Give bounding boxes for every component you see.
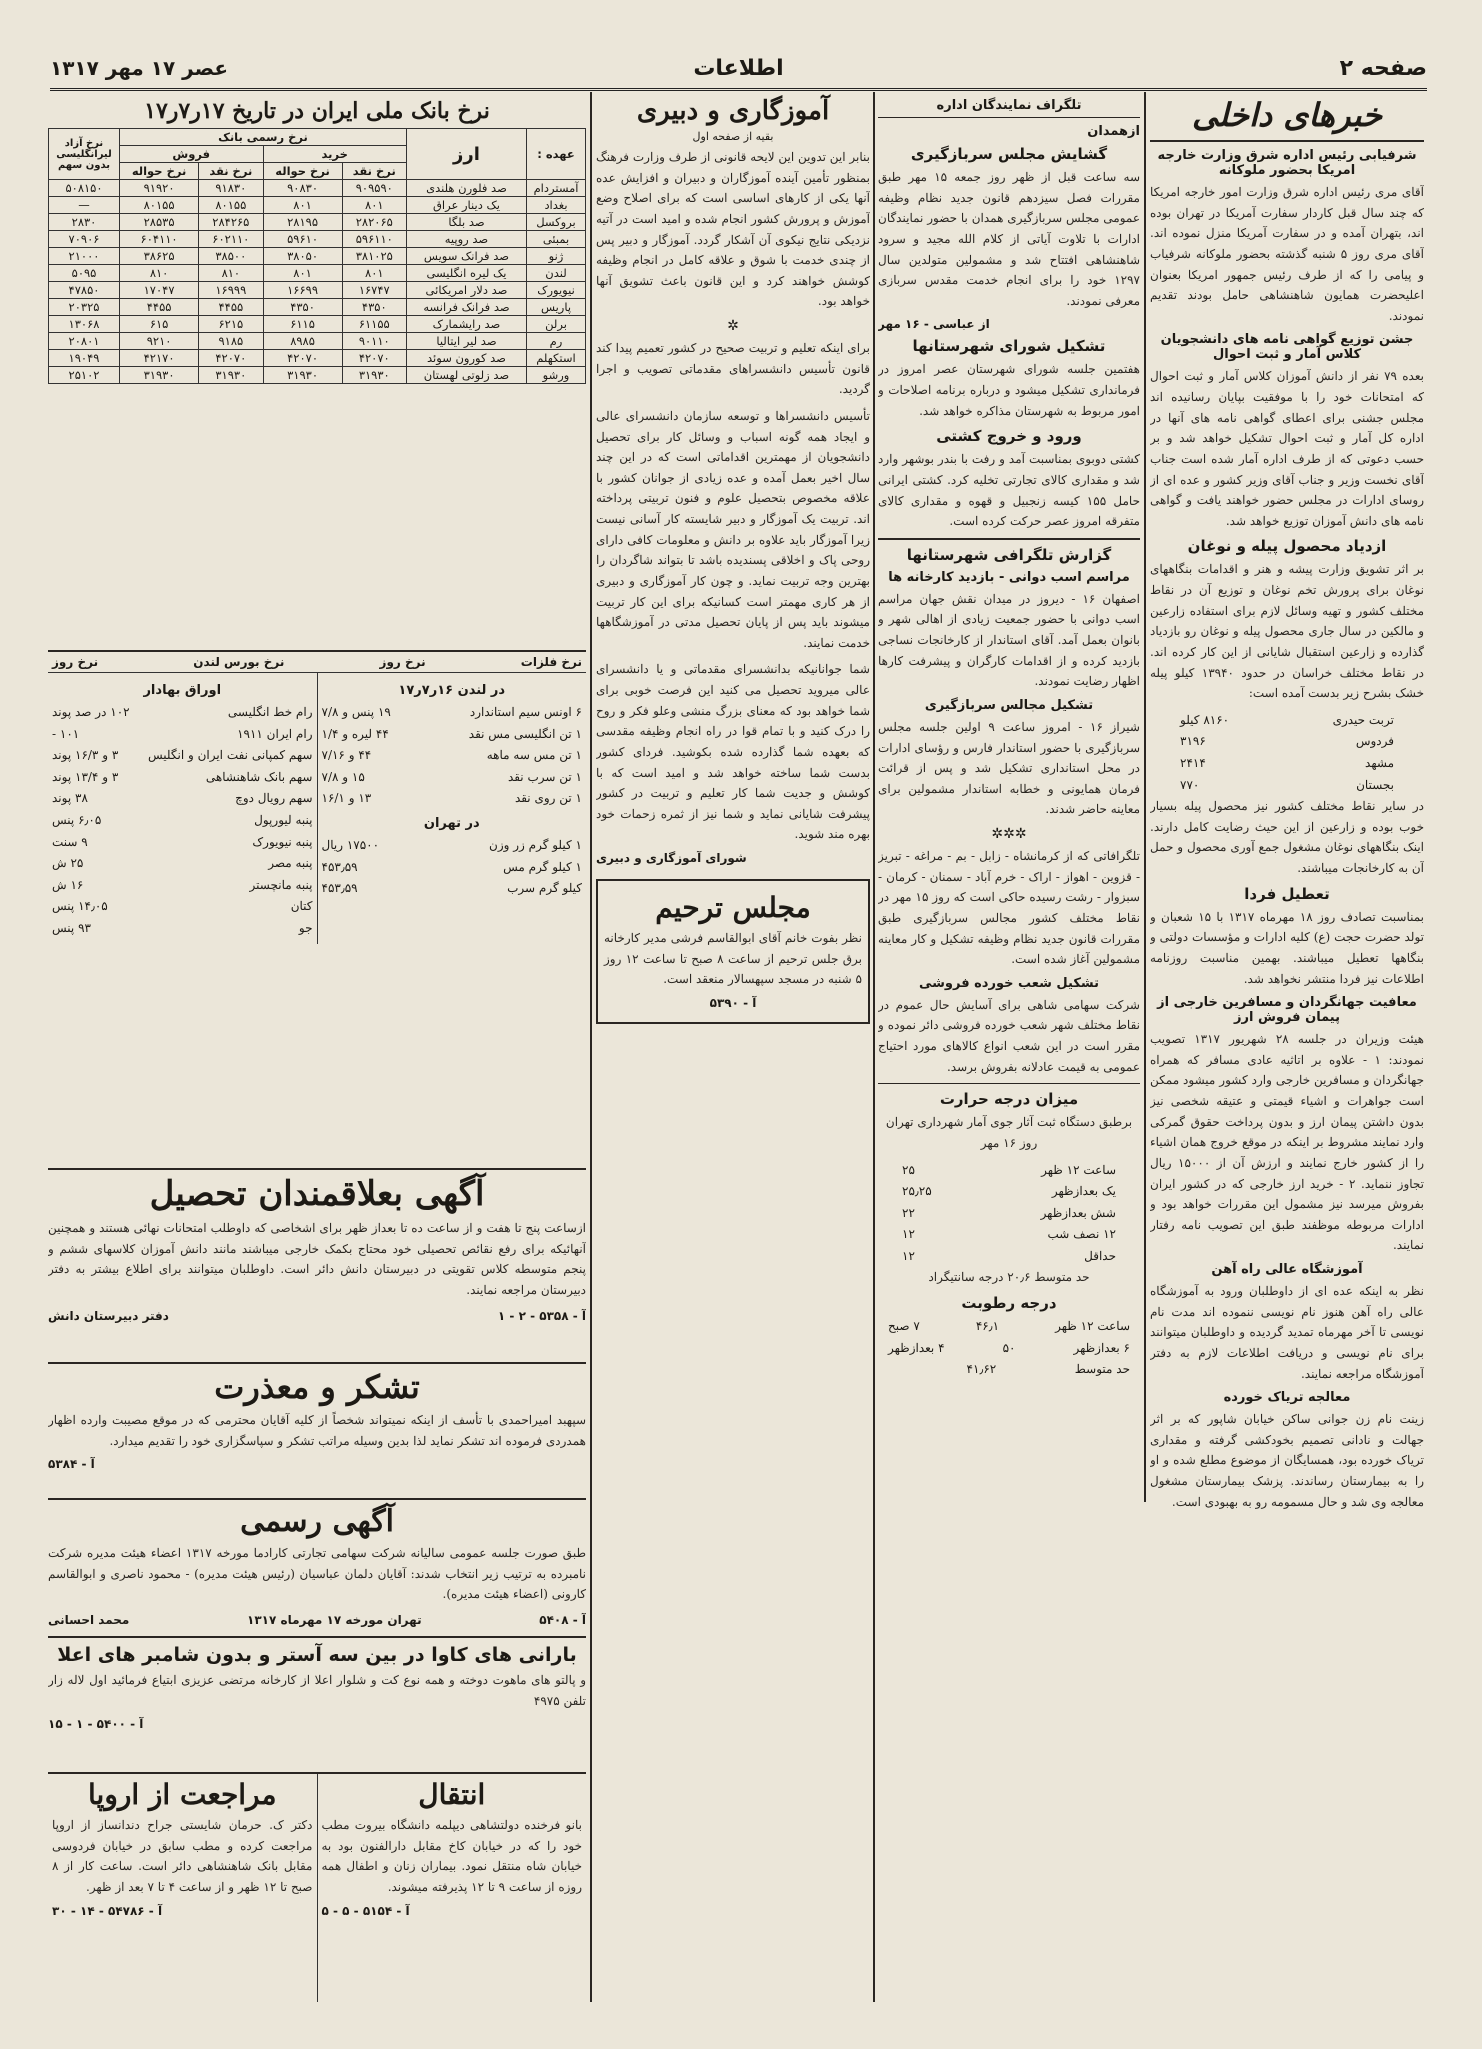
exchange-rate-table-section bbox=[48, 96, 586, 644]
table-row bbox=[49, 248, 586, 265]
london-date: در لندن ۱۶ر۷ر۱۷ bbox=[398, 683, 506, 698]
article-headline: ورود و خروج کشتی bbox=[936, 427, 1082, 446]
table-cell: ۴۳۵۰ bbox=[263, 299, 342, 316]
article-headline: معالجه تریاک خورده bbox=[1223, 1390, 1351, 1406]
table-cell: صد روپیه bbox=[406, 231, 526, 248]
ad-title: آگهی بعلاقمندان تحصیل bbox=[149, 1174, 485, 1214]
table-row bbox=[49, 282, 586, 299]
item-label: سهم کمپانی نفت ایران و انگلیس bbox=[147, 748, 313, 763]
table-cell: ۸۱۰ bbox=[120, 265, 199, 282]
list-item bbox=[322, 767, 583, 789]
list-item: مشهد ۲۴۱۴ bbox=[1180, 755, 1394, 770]
silk-production-list bbox=[1150, 710, 1424, 796]
table-cell: ۳۸۵۰۰ bbox=[199, 248, 263, 265]
table-cell: صد بلگا bbox=[406, 214, 526, 231]
item-label: رام خط انگلیسی bbox=[227, 705, 313, 719]
ad-code: آ - ۵۱۵۴ - ۵ - ۵ bbox=[321, 1903, 410, 1918]
ad-code: آ - ۵۴۷۸۶ - ۱۴ - ۳۰ bbox=[52, 1903, 163, 1918]
table-cell: ۹۰۸۳۰ bbox=[263, 180, 342, 197]
table-cell: ۴۴۵۵ bbox=[199, 299, 263, 316]
list-item bbox=[52, 875, 313, 897]
continued-note: بقیه از صفحه اول bbox=[692, 130, 774, 143]
article-body: هفتمین جلسه شورای شهرستان عصر امروز در فرمانداری تشکیل میشود و درباره برنامه اصلاحات و امور مربوط به شهرستان مذاکره خواهد شد. bbox=[878, 362, 1140, 418]
ad-code: آ - ۵۴۰۸ bbox=[539, 1612, 586, 1627]
item-value: ۱۰۱ - bbox=[52, 726, 80, 741]
table-cell: لندن bbox=[527, 265, 586, 282]
item-value: ۹ سنت bbox=[52, 834, 88, 849]
temperature-list bbox=[878, 1160, 1140, 1268]
table-cell: ۶۰۴۱۱۰ bbox=[120, 231, 199, 248]
table-cell: ۲۸۱۹۵ bbox=[263, 214, 342, 231]
list-item bbox=[52, 724, 313, 746]
table-cell: صد دلار امریکائی bbox=[406, 282, 526, 299]
ad-return-from-europe bbox=[48, 1774, 317, 2002]
item-value: ۳ و ۱۳/۴ پوند bbox=[52, 769, 119, 784]
list-item bbox=[52, 896, 313, 918]
list-item: ساعت ۱۲ ظهر ۴۶٫۱ ۷ صبح bbox=[888, 1319, 1130, 1334]
tehran-header: در تهران bbox=[423, 815, 480, 831]
draft-header: نرخ حواله bbox=[120, 163, 199, 180]
item-value: ۱۵ و ۷/۸ bbox=[321, 769, 365, 784]
item-value: ۳ و ۱۶/۳ پوند bbox=[52, 748, 119, 763]
table-cell: ۴۲۱۷۰ bbox=[120, 350, 199, 367]
table-cell: ۱۹۰۴۹ bbox=[49, 350, 120, 367]
list-item bbox=[52, 767, 313, 789]
newspaper-name: اطلاعات bbox=[693, 56, 784, 81]
ad-code: آ - ۵۳۵۸ - ۲ - ۱ bbox=[497, 1308, 586, 1323]
memorial-title: مجلس ترحیم bbox=[655, 891, 811, 924]
item-label: رام ایران ۱۹۱۱ bbox=[237, 726, 313, 741]
article-body: شیراز ۱۶ - امروز ساعت ۹ اولین جلسه مجلس سربازگیری با حضور استاندار فارس و رؤسای ادارات در محل استانداری تشکیل شد و پس از قرائت فرمان همایونی و خطابه استاندار مشمولین برای معاینه حاضر شدند. bbox=[878, 719, 1140, 817]
table-cell: ۲۱۰۰۰ bbox=[49, 248, 120, 265]
market-header: نرخ بورس لندن bbox=[193, 655, 285, 669]
item-value: ۱۳ و ۱۶/۱ bbox=[321, 791, 372, 806]
list-item: حد متوسط ۴۱٫۶۲ bbox=[966, 1362, 1130, 1377]
ad-body: سپهبد امیراحمدی با تأسف از اینکه نمیتواند شخصاً از کلیه آقایان محترمی که در موقع مصیبت وارده اظهار همدردی فرموده اند تشکر نماید لذا بدین وسیله مراتب تشکر و سپاسگزاری خود را تقدیم میدارد. bbox=[48, 1413, 586, 1448]
article-signature: از عباسی - ۱۶ مهر bbox=[878, 317, 990, 332]
table-cell: صد فرانک فرانسه bbox=[406, 299, 526, 316]
metals-header: نرخ فلزات bbox=[520, 655, 582, 669]
list-item bbox=[322, 745, 583, 767]
list-item: ۱۲ نصف شب ۱۲ bbox=[902, 1227, 1116, 1242]
item-value: ۴۵۳٫۵۹ bbox=[321, 881, 358, 896]
table-cell: ۷۰۹۰۶ bbox=[49, 231, 120, 248]
currency-header: ارز bbox=[406, 129, 526, 180]
ad-code: آ - ۵۳۸۴ bbox=[48, 1457, 95, 1472]
table-cell: ۳۱۹۳۰ bbox=[199, 367, 263, 384]
article-body: شرکت سهامی شاهی برای آسایش حال عموم در نقاط مختلف شهر شعب خورده فروشی دائر نموده و مقرر است در این شعب انواع کالاهای مورد احتیاج عمومی به قیمت عادلانه بفروش برسد. bbox=[878, 997, 1140, 1074]
table-cell: برلن bbox=[527, 316, 586, 333]
table-cell: ۳۱۹۳۰ bbox=[342, 367, 406, 384]
table-cell: بروکسل bbox=[527, 214, 586, 231]
metal-rows bbox=[322, 702, 583, 810]
item-label: سهم رویال دوچ bbox=[235, 791, 313, 806]
table-cell: ۹۰۹۵۹۰ bbox=[342, 180, 406, 197]
table-cell: ۱۳۰۶۸ bbox=[49, 316, 120, 333]
bonds-header: اوراق بهادار bbox=[143, 683, 222, 698]
table-cell: ۵۹۶۱۱۰ bbox=[342, 231, 406, 248]
table-cell: ۶۰۲۱۱۰ bbox=[199, 231, 263, 248]
table-cell: نیویورک bbox=[527, 282, 586, 299]
day-rate-header: نرخ روز bbox=[379, 655, 426, 669]
table-cell: ۲۵۱۰۲ bbox=[49, 367, 120, 384]
free-rate-header: نرخ آزاد لیرانگلیسی بدون سهم bbox=[49, 129, 120, 180]
metals-panel bbox=[317, 673, 587, 944]
item-value: ۳۸ پوند bbox=[52, 791, 88, 806]
table-cell: آمستردام bbox=[527, 180, 586, 197]
ad-code: آ - ۵۴۰۰ - ۱ - ۱۵ bbox=[48, 1717, 144, 1732]
list-item: شش بعدازظهر ۲۲ bbox=[902, 1205, 1116, 1220]
page-header bbox=[50, 52, 1427, 91]
table-cell: ۸۰۱ bbox=[342, 197, 406, 214]
ad-body: طبق صورت جلسه عمومی سالیانه شرکت سهامی تجارتی کارادما مورخه ۱۳۱۷ اعضاء هیئت مدیره شرکت نامبرده به ترتیب زیر انتخاب شدند: آقایان دلمان عباسیان (رئیس هیئت مدیره) - محمود ناصری و ابوالقاسم کارونی (اعضاء هیئت مدیره). bbox=[48, 1546, 586, 1602]
section-title: تلگراف نمایندگان اداره bbox=[936, 98, 1082, 113]
item-value: ۶٫۰۵ پنس bbox=[52, 812, 102, 827]
table-cell: ۹۲۱۰ bbox=[120, 333, 199, 350]
table-cell: ۴۲۰۷۰ bbox=[342, 350, 406, 367]
dateline: ازهمدان bbox=[1087, 124, 1140, 139]
item-label: کتان bbox=[290, 899, 313, 914]
table-cell: صد لیر ایتالیا bbox=[406, 333, 526, 350]
article-body: تلگرافاتی که از کرمانشاه - زابل - بم - مراغه - تبریز - قزوین - اهواز - اراک - خرم آباد - سمنان - کرمان - سبزوار - رشت رسیده حاکی است که روز ۱۵ مهر در نقاط مختلف کشور مجالس سربازگیری طبق مقررات قانون جدید نظام وظیفه تشکیل و کار معاینه مشمولین آغاز شده است. bbox=[878, 849, 1140, 967]
table-row bbox=[49, 214, 586, 231]
table-cell: ۲۸۲۰۶۵ bbox=[342, 214, 406, 231]
ad-raincoats bbox=[48, 1636, 586, 1770]
article-headline: جشن توزیع گواهی نامه های دانشجویان کلاس آمار و ثبت احوال bbox=[1160, 332, 1414, 363]
item-label: پنبه لیورپول bbox=[254, 812, 313, 827]
article-body: اصفهان ۱۶ - دیروز در میدان نقش جهان مراسم اسب دوانی با حضور جمعیت زیادی از اهالی شهر و بانوان بعمل آمد. آقای استاندار از کارخانجات نساجی بازدید کرده و از اقدامات کارگران و پیشرفت کارها اظهار رضایت نمودند. bbox=[878, 591, 1140, 689]
side-label: عهده : bbox=[527, 129, 586, 180]
list-item: تربت حیدری ۸۱۶۰ کیلو bbox=[1180, 712, 1394, 727]
table-cell: ۹۱۹۲۰ bbox=[120, 180, 199, 197]
item-label: ۱ کیلو گرم زر وزن bbox=[489, 837, 582, 852]
table-cell: بمبئی bbox=[527, 231, 586, 248]
ad-date: تهران مورخه ۱۷ مهرماه ۱۳۱۷ bbox=[247, 1612, 422, 1627]
ad-thanks bbox=[48, 1362, 586, 1496]
ad-row-bottom bbox=[48, 1772, 586, 2002]
table-cell: پاریس bbox=[527, 299, 586, 316]
table-cell: ۱۶۹۹۹ bbox=[199, 282, 263, 299]
article-headline: تعطیل فردا bbox=[1244, 884, 1330, 903]
table-cell: ۹۰۱۱۰ bbox=[342, 333, 406, 350]
table-cell: ۳۸۱۰۲۵ bbox=[342, 248, 406, 265]
article-body: آقای مری رئیس اداره شرق وزارت امور خارجه امریکا که چند سال قبل کاردار سفارت آمریکا در تهران بوده اند، بتهران آمده و در سفارت آمریکا منزل نموده اند. آقای مری روز ۵ شنبه گذشته بحضور ملوکانه شرفیاب و پیامی را که از طرف رئیس جمهور امریکا بعنوان اعلیحضرت همایون شاهنشاهی حامل بودند تقدیم نمودند. bbox=[1150, 185, 1424, 323]
table-row bbox=[49, 316, 586, 333]
ad-body: ازساعت پنج تا هفت و از ساعت ده تا بعداز ظهر برای اشخاصی که داوطلب امتحانات نهائی هستند و همچنین آنهائیکه برای رفع نقائص تحصیلی خود محتاج بکمک خارجی میباشند مانند دانش آموزان کلاسهای ششم و پنجم متوسطه کلاس تقویتی در دبیرستان دانش دائر است. داوطلبان میتوانند برای اطلاع بیشتر به دفتر دبیرستان مراجعه نمایند. bbox=[48, 1221, 586, 1297]
table-cell: صد رایشمارک bbox=[406, 316, 526, 333]
column-education-article bbox=[596, 92, 870, 2002]
table-cell: ژنو bbox=[527, 248, 586, 265]
table-cell: صد کورون سوئد bbox=[406, 350, 526, 367]
table-cell: ۵۰۸۱۵۰ bbox=[49, 180, 120, 197]
table-cell: ۹۱۸۵ bbox=[199, 333, 263, 350]
item-label: ۱ تن سرب نقد bbox=[507, 769, 582, 784]
table-row bbox=[49, 180, 586, 197]
table-cell: صد فلورن هلندی bbox=[406, 180, 526, 197]
table-cell: ۳۱۹۳۰ bbox=[120, 367, 199, 384]
article-body: نظر به اینکه عده ای از داوطلبان ورود به آموزشگاه عالی راه آهن هنوز نام نویسی ننموده اند مدت نام نویسی تا آخر مهرماه تمدید گردیده و داوطلبان میتوانند برای نام نویسی و دریافت اطلاعات لازم به دفتر آموزشگاه مراجعه نمایند. bbox=[1150, 1284, 1424, 1381]
ad-official bbox=[48, 1498, 586, 1634]
table-cell: ۶۲۱۵ bbox=[199, 316, 263, 333]
table-cell: ورشو bbox=[527, 367, 586, 384]
item-value: ۹۳ پنس bbox=[52, 920, 91, 935]
item-value: ۴۴ لیره و ۱/۴ bbox=[321, 726, 389, 741]
article-subheadline: مراسم اسب دوانی - بازدید کارخانه ها bbox=[888, 569, 1130, 585]
article-title: آموزگاری و دبیری bbox=[636, 96, 830, 126]
ad-relocation bbox=[317, 1774, 587, 2002]
item-label: ۱ تن انگلیسی مس نقد bbox=[468, 726, 582, 741]
article-headline: معافیت جهانگردان و مسافرین خارجی از پیمان فروش ارز bbox=[1157, 995, 1417, 1026]
article-body: هیئت وزیران در جلسه ۲۸ شهریور ۱۳۱۷ تصویب نمودند: ۱ - علاوه بر اتاثیه عادی مسافر که همراه جهانگردان و مسافرین خارجی وارد کشور میشود ممکن است جواهرات و اشیاء قیمتی و عتیقه شخصی نیز بدون داشتن پیمان ارز و بدون پرداخت حقوق گمرکی وارد نمایند مشروط بر اینکه در موقع خروج همان اشیاء را از کشور خارج نمایند و ارزش آن از ۱۵۰۰۰ ریال تجاوز ننماید. ۲ - خرید ارز خارجی که در کشور ایران بفروش میرسد نیز مشمول این مقررات خواهد بود و ادارات مربوطه موظفند طبق این تصویب نامه رفتار نمایند. bbox=[1150, 1032, 1424, 1253]
table-row bbox=[49, 265, 586, 282]
article-body: شما جوانانیکه بدانشسرای مقدماتی و یا دانشسرای عالی میروید تحصیل می کنید این فرصت خوبی برای شما خواهد بود که معنای بزرگ منشی وعلو فکر و روح را درک کنید و با تمام قوا در راه انجام وظیفه مقدسی که بعهده شما گذارده شده بکوشید. فردای کشور بدست شما ساخته خواهد شد و امید است که با کوشش و جدیت شما کار تعلیم و تربیت در کشور پیشرفت شایانی نماید و شما نیز از ثمره زحمات خود بهره مند شوید. bbox=[596, 662, 870, 842]
ad-code: آ - ۵۳۹۰ bbox=[709, 995, 757, 1010]
exchange-rate-table bbox=[48, 128, 586, 384]
table-cell: یک دینار عراق bbox=[406, 197, 526, 214]
table-cell: ۵۹۶۱۰ bbox=[263, 231, 342, 248]
article-body: بنابر این تدوین این لایحه قانونی از طرف وزارت فرهنگ بمنظور تأمین آینده آموزگاران و دبیران و افزایش عده آنها یکی از کارهای اساسی است که برای اصلاح وضع آموزش و پرورش کشور انجام شده و امید است در آتیه نزدیکی نتایج نیکوی آن آشکار گردد. آموزگار و دبیر پس از چندی خدمت با شوق و علاقه کامل در انجام وظیفه کوشش خواهند کرد و این قانون باعث تشویق آنها خواهد بود. bbox=[596, 150, 870, 309]
ad-body: بانو فرخنده دولتشاهی دیپلمه دانشگاه بیروت مطب خود را که در خیابان کاخ مقابل دارالفنون بود به خیابان شاه منتقل نمود. بیماران زنان و اطفال همه روزه از ساعت ۹ تا ۱۲ پذیرفته میشوند. bbox=[321, 1818, 582, 1894]
item-value: ۴۵۳٫۵۹ bbox=[321, 859, 358, 874]
memorial-body: نظر بفوت خانم آقای ابوالقاسم فرشی مدیر کارخانه برق جلس ترحیم از ساعت ۸ صبح تا ساعت ۱۲ روز ۵ شنبه در مسجد سپهسالار منعقد است. bbox=[604, 931, 862, 987]
item-value: ۱۶ ش bbox=[52, 877, 84, 892]
cash-header: نرخ نقد bbox=[342, 163, 406, 180]
page-number: صفحه ۲ bbox=[1339, 56, 1427, 81]
table-cell: ۱۶۷۴۷ bbox=[342, 282, 406, 299]
article-headline: آموزشگاه عالی راه آهن bbox=[1211, 1262, 1363, 1277]
list-item: ساعت ۱۲ ظهر ۲۵ bbox=[902, 1162, 1116, 1177]
table-cell: ۳۸۰۵۰ bbox=[263, 248, 342, 265]
draft-header: نرخ حواله bbox=[263, 163, 342, 180]
cash-header: نرخ نقد bbox=[199, 163, 263, 180]
table-cell: ۱۶۶۹۹ bbox=[263, 282, 342, 299]
list-item: یک بعدازظهر ۲۵٫۲۵ bbox=[902, 1184, 1116, 1199]
table-cell: رم bbox=[527, 333, 586, 350]
table-cell: ۲۰۸۰۱ bbox=[49, 333, 120, 350]
table-cell: ۴۲۰۷۰ bbox=[199, 350, 263, 367]
list-item: ۶ بعدازظهر ۵۰ ۴ بعدازظهر bbox=[888, 1340, 1130, 1355]
ad-footer bbox=[48, 1307, 586, 1329]
table-cell: — bbox=[49, 197, 120, 214]
article-body: کشتی دوبوی بمناسبت آمد و رفت با بندر بوشهر وارد شد و مقداری کالای تجارتی تخلیه کرد. کشتی ایرانی حامل ۱۵۵ کیسه زنجبیل و قهوه و مقداری کالای متفرقه امروز عصر حرکت کرده است. bbox=[878, 452, 1140, 529]
list-item: فردوس ۳۱۹۶ bbox=[1180, 734, 1394, 749]
table-cell: استکهلم bbox=[527, 350, 586, 367]
metals-bonds-section bbox=[48, 650, 586, 1168]
table-cell: ۲۸۴۲۶۵ bbox=[199, 214, 263, 231]
weather-headline: میزان درجه حرارت bbox=[939, 1090, 1079, 1109]
table-cell: ۶۱۵ bbox=[120, 316, 199, 333]
article-body: بعده ۷۹ نفر از دانش آموزان کلاس آمار و ثبت احوال که امتحانات خود را با موفقیت بپایان رسانیده اند مجلس جشنی برای اعطای گواهی نامه های آنها در اداره کل آمار و ثبت احوال تشکیل خواهد شد و بر حسب دعوتی که از طرف اداره آمار شده است جناب آقای نخست وزیر و جناب آقای وزیر کشور و عده ای از روسای ادارات در مجلس حضور خواهند یافت و گواهی نامه های دانش آموزان توزیع خواهد شد. bbox=[1150, 369, 1424, 528]
day-rate-header: نرخ روز bbox=[52, 655, 99, 669]
item-label: جو bbox=[298, 920, 313, 935]
column-rule bbox=[873, 92, 875, 2002]
item-label: کیلو گرم سرب bbox=[507, 881, 582, 896]
item-value: ۱۷۵۰۰ ریال bbox=[321, 837, 380, 852]
item-label: ۱ تن مس سه ماهه bbox=[486, 748, 582, 763]
section-title: خبرهای داخلی bbox=[1191, 96, 1383, 134]
list-item bbox=[52, 702, 313, 724]
table-cell: ۸۰۱ bbox=[263, 197, 342, 214]
table-row bbox=[49, 197, 586, 214]
table-cell: ۳۱۹۳۰ bbox=[263, 367, 342, 384]
item-value: ۱۴٫۰۵ پنس bbox=[52, 899, 108, 914]
table-cell: یک لیره انگلیسی bbox=[406, 265, 526, 282]
table-cell: ۲۸۳۰ bbox=[49, 214, 120, 231]
item-label: سهم بانک شاهنشاهی bbox=[205, 769, 313, 784]
table-cell: ۹۱۸۳۰ bbox=[199, 180, 263, 197]
item-label: ۶ اونس سیم استاندارد bbox=[469, 705, 582, 719]
item-label: ۱ تن روی نقد bbox=[514, 791, 582, 806]
item-value: ۲۵ ش bbox=[52, 856, 84, 871]
list-item bbox=[52, 832, 313, 854]
article-headline: تشکیل شعب خورده فروشی bbox=[918, 975, 1099, 991]
item-value: ۱۰۲ در صد پوند bbox=[52, 705, 130, 719]
list-item bbox=[322, 702, 583, 724]
table-cell: ۸۰۱ bbox=[342, 265, 406, 282]
ad-title: آگهی رسمی bbox=[240, 1504, 394, 1539]
article-headline: گزارش تلگرافی شهرستانها bbox=[906, 545, 1112, 564]
ad-title: بارانی های کاوا در بین سه آستر و بدون شامبر های اعلا bbox=[57, 1644, 577, 1666]
table-cell: صد فرانک سویس bbox=[406, 248, 526, 265]
ad-body: و پالتو های ماهوت دوخته و همه نوع کت و شلوار اعلا از کارخانه مرتضی عزیزی ابتیاع فرمائید اول لاله زار تلفن ۴۹۷۵ bbox=[48, 1673, 586, 1708]
ad-body: دکتر ک. حرمان شایستی جراح دندانساز از اروپا مراجعت کرده و مطب سابق در خیابان فردوسی مقابل بانک شاهنشاهی دائر است. ساعت کار از ۸ صبح تا ۱۲ ظهر و از ساعت ۴ تا ۷ بعد از ظهر. bbox=[52, 1818, 313, 1894]
table-cell: ۳۸۶۲۵ bbox=[120, 248, 199, 265]
list-item bbox=[52, 853, 313, 875]
list-item bbox=[52, 810, 313, 832]
article-body: سه ساعت قبل از ظهر روز جمعه ۱۵ مهر طبق مقررات فصل سیزدهم قانون جدید نظام وظیفه عمومی مجلس سربازگیری همدان با حضور نمایندگان ادارات با تلاوت آیاتی از کلام الله مجید و سرود شاهنشاهی افتتاح شد و مشمولین متولدین سال ۱۲۹۷ خود را برای انجام خدمت مقدس سربازی معرفی نمودند. bbox=[878, 170, 1140, 308]
separator-stars-icon: ✲✲✲ bbox=[991, 826, 1027, 842]
table-cell: ۸۱۰ bbox=[199, 265, 263, 282]
list-item bbox=[52, 745, 313, 767]
ad-signature: دفتر دبیرستان دانش bbox=[48, 1308, 169, 1323]
table-cell: صد زلوتی لهستان bbox=[406, 367, 526, 384]
list-item bbox=[322, 788, 583, 810]
article-body: تأسیس دانشسراها و توسعه سازمان دانشسرای عالی و ایجاد همه گونه اسباب و وسائل کار برای تحصیل دانشجویان از مهمترین اقداماتی است که در این چند سال اخیر بعمل آمده و عده زیادی از جوانان کشور با علاقه مخصوص بتحصیل علوم و فنون تربیتی پرداخته اند. تربیت یک آموزگار و دبیر شایسته کار آسانی نیست زیرا آموزگار باید علاوه بر دانش و معلومات کافی دارای روحی پاک و اخلاقی پسندیده باشد تا بتواند شاگردان را بهترین وجه تربیت نماید. و چون کار آموزگاری و دبیری از هر کاری مهمتر است کسانیکه برای این کار تربیت میشوند باید پس از پایان تحصیل مدتی در آموزشگاهها خدمت نمایند. bbox=[596, 408, 870, 650]
weather-subtitle: برطبق دستگاه ثبت آثار جوی آمار شهرداری تهران روز ۱۶ مهر bbox=[885, 1115, 1133, 1150]
item-value: ۴۴ و ۷/۱۶ bbox=[321, 748, 372, 763]
list-item bbox=[322, 857, 583, 879]
table-row bbox=[49, 367, 586, 384]
table-cell: ۸۰۱۵۵ bbox=[199, 197, 263, 214]
table-cell: ۴۷۸۵۰ bbox=[49, 282, 120, 299]
exchange-rate-rows bbox=[49, 180, 586, 384]
humidity-headline: درجه رطوبت bbox=[961, 1294, 1057, 1313]
article-body: زینت نام زن جوانی ساکن خیابان شاپور که بر اثر جهالت و نادانی تصمیم بخودکشی گرفته و مقداری تریاک خورده بود، همسایگان از موضوع مطلع شده و او را به بیمارستان رساندند. پزشک بیمارستان مشغول معالجه وی شد و حال مسمومه رو به بهبودی است. bbox=[1150, 1412, 1424, 1509]
table-cell: ۲۸۵۳۵ bbox=[120, 214, 199, 231]
list-item: حداقل ۱۲ bbox=[902, 1248, 1116, 1263]
article-body: بر اثر تشویق وزارت پیشه و هنر و اقدامات بنگاههای نوغان برای پرورش تخم نوغان و توزیع آن در نقاط مختلف کشور و تهیه وسائل لازم برای استفاده زارعین و مالکین در سال جاری محصول پیله و نوغان رو بازدیاد گذارده و زارعین استقبال شایانی از این کار کرده اند. در نقاط مختلف خراسان در حدود ۱۳۹۴۰ کیلو پیله خشک بشرح زیر بدست آمده است: bbox=[1150, 562, 1424, 701]
column-rule bbox=[590, 92, 592, 2002]
memorial-notice bbox=[596, 879, 870, 1024]
article-body: بمناسبت تصادف روز ۱۸ مهرماه ۱۳۱۷ با ۱۵ شعبان و تولد حضرت حجت (ع) کلیه ادارات و مؤسسات دولتی و بنگاهها تعطیل میباشند. بهمین مناسبت روزنامه اطلاعات نیز فردا منتشر نخواهد شد. bbox=[1150, 909, 1424, 986]
item-label: پنبه مانچستر bbox=[249, 877, 313, 892]
article-signature: شورای آموزگاری و دبیری bbox=[596, 851, 747, 865]
table-cell: ۴۲۰۷۰ bbox=[263, 350, 342, 367]
table-cell: ۵۰۹۵ bbox=[49, 265, 120, 282]
column-telegraph-news bbox=[878, 92, 1140, 2002]
article-body: برای اینکه تعلیم و تربیت صحیح در کشور تعمیم پیدا کند قانون تأسیس دانشسراهای مقدماتی تصویب و اجرا گردید. bbox=[596, 341, 870, 397]
official-rate-header: نرخ رسمی بانک bbox=[120, 129, 407, 146]
ad-title: انتقال bbox=[418, 1778, 486, 1811]
list-item bbox=[322, 724, 583, 746]
article-headline: تشکیل شورای شهرستانها bbox=[912, 337, 1106, 356]
sell-header: فروش bbox=[120, 146, 264, 163]
list-item bbox=[52, 788, 313, 810]
item-label: پنبه نیویورک bbox=[252, 834, 313, 849]
tehran-rows bbox=[322, 835, 583, 900]
article-headline: تشکیل مجالس سربازگیری bbox=[924, 697, 1094, 713]
table-row bbox=[49, 333, 586, 350]
table-cell: ۲۰۳۲۵ bbox=[49, 299, 120, 316]
column-domestic-news bbox=[1150, 92, 1424, 2002]
bond-rows bbox=[52, 702, 313, 940]
column-rule bbox=[1144, 92, 1146, 1502]
buy-header: خرید bbox=[263, 146, 406, 163]
table-cell: بغداد bbox=[527, 197, 586, 214]
temperature-average: حد متوسط ۲۰٫۶ درجه سانتیگراد bbox=[928, 1270, 1090, 1285]
article-headline: گشایش مجلس سربازگیری bbox=[910, 145, 1108, 163]
table-row bbox=[49, 299, 586, 316]
table-row bbox=[49, 231, 586, 248]
list-item: بجستان ۷۷۰ bbox=[1180, 777, 1394, 792]
bonds-panel bbox=[48, 673, 317, 944]
item-label: پنبه مصر bbox=[268, 856, 313, 871]
list-item bbox=[52, 918, 313, 940]
list-item bbox=[322, 835, 583, 857]
article-body: در سایر نقاط مختلف کشور نیز محصول پیله بسیار خوب بوده و زارعین از این حیث رضایت کامل دارند. اینک بنگاههای نوغان مشغول جمع آوری محصول و حمل آن به کارخانجات میباشند. bbox=[1150, 799, 1424, 875]
ad-footer bbox=[48, 1611, 586, 1633]
article-headline: ازدیاد محصول پیله و نوغان bbox=[1187, 537, 1387, 556]
table-cell: ۸۰۱ bbox=[263, 265, 342, 282]
table-cell: ۶۱۱۵ bbox=[263, 316, 342, 333]
article-headline: شرفیابی رئیس اداره شرق وزارت خارجه امریکا بحضور ملوکانه bbox=[1157, 148, 1417, 178]
table-cell: ۴۳۵۰ bbox=[342, 299, 406, 316]
table-cell: ۸۰۱۵۵ bbox=[120, 197, 199, 214]
table-row bbox=[49, 350, 586, 367]
list-item bbox=[322, 878, 583, 900]
ad-title: مراجعت از اروپا bbox=[88, 1778, 277, 1811]
ad-title: تشکر و معذرت bbox=[214, 1368, 420, 1406]
table-cell: ۶۱۱۵۵ bbox=[342, 316, 406, 333]
item-value: ۱۹ پنس و ۷/۸ bbox=[321, 705, 391, 719]
item-label: ۱ کیلو گرم مس bbox=[503, 859, 582, 874]
ad-signature: محمد احسانی bbox=[48, 1612, 130, 1627]
exchange-table-title: نرخ بانک ملی ایران در تاریخ ۱۷ر۷ر۱۷ bbox=[144, 98, 490, 124]
ad-education bbox=[48, 1168, 586, 1360]
table-cell: ۱۷۰۴۷ bbox=[120, 282, 199, 299]
issue-date: عصر ۱۷ مهر ۱۳۱۷ bbox=[50, 56, 228, 80]
table-cell: ۸۹۸۵ bbox=[263, 333, 342, 350]
table-cell: ۴۴۵۵ bbox=[120, 299, 199, 316]
humidity-list bbox=[878, 1316, 1140, 1381]
separator-star-icon: ✲ bbox=[727, 318, 739, 334]
